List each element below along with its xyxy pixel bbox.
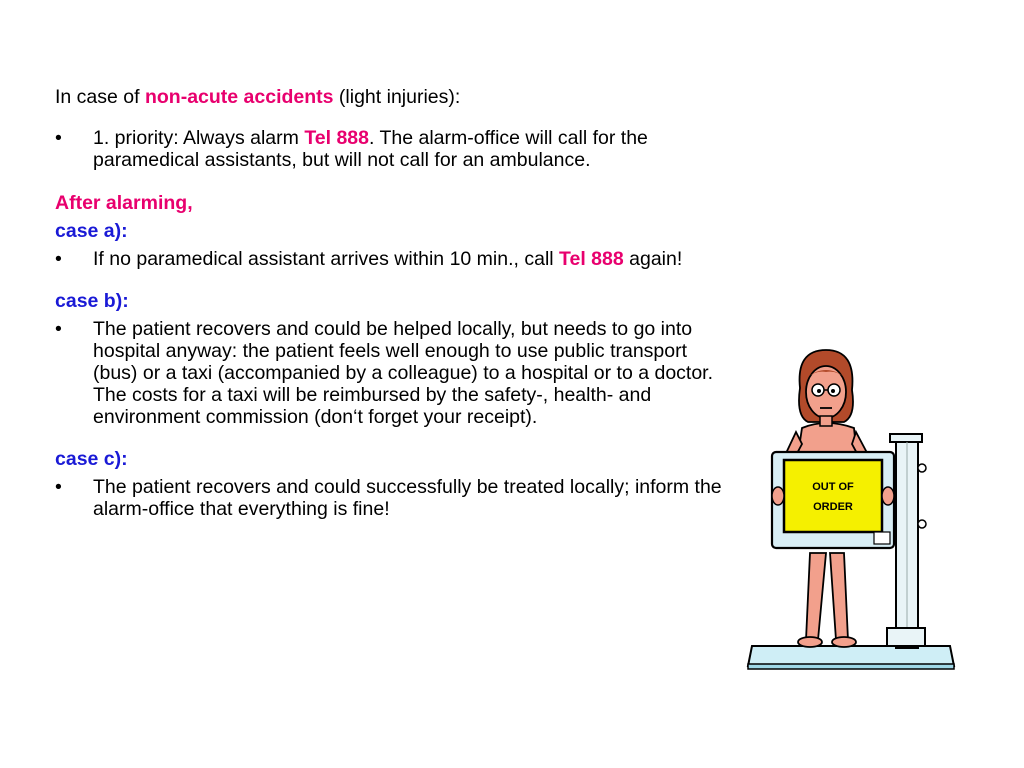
case-c-text: The patient recovers and could successfully be treated locally; inform the alarm-office that everything is fine! [93,476,722,520]
scale-platform [748,646,954,669]
bullet-dot: • [55,318,62,340]
bullet-dot: • [55,127,62,149]
slide-text [55,86,735,520]
sign-text-line1: OUT OF [812,481,854,493]
case-a-highlight: Tel 888 [559,248,624,270]
bullet-dot: • [55,476,62,498]
bullet-dot: • [55,248,62,270]
case-a-prefix: If no paramedical assistant arrives within 10 min., call [93,248,560,270]
case-a-bullet [55,248,735,270]
intro-suffix: (light injuries): [333,86,461,108]
figure-legs [798,553,856,647]
after-alarming-heading: After alarming, [55,192,193,214]
out-of-order-sign [772,452,896,548]
sign-text-line2: ORDER [813,501,853,513]
priority-highlight: Tel 888 [304,127,369,149]
case-a-heading: case a): [55,220,128,242]
priority-suffix: . The alarm-office will call for the paramedical assistants, but will not call for an ambulance. [93,127,648,171]
case-c-bullet [55,476,735,520]
intro-prefix: In case of [55,86,145,108]
case-b-heading: case b): [55,290,129,312]
out-of-order-illustration [744,348,958,672]
figure-head [799,350,853,426]
case-b-bullet [55,318,735,428]
intro-line [55,86,735,108]
case-c-heading: case c): [55,448,128,470]
case-a-suffix: again! [623,248,683,270]
priority-prefix: 1. priority: Always alarm [93,127,305,149]
priority-bullet [55,127,735,171]
intro-highlight: non-acute accidents [144,86,334,108]
case-b-text: The patient recovers and could be helped locally, but needs to go into hospital anyway: the patient feels well enough to use public transport (bus) or a taxi (accompanied by a colleague) to a hospital or to a doctor. The costs for a taxi will be reimbursed by the safety-, health- and environment commission (don‘t forget your receipt). [93,318,714,428]
